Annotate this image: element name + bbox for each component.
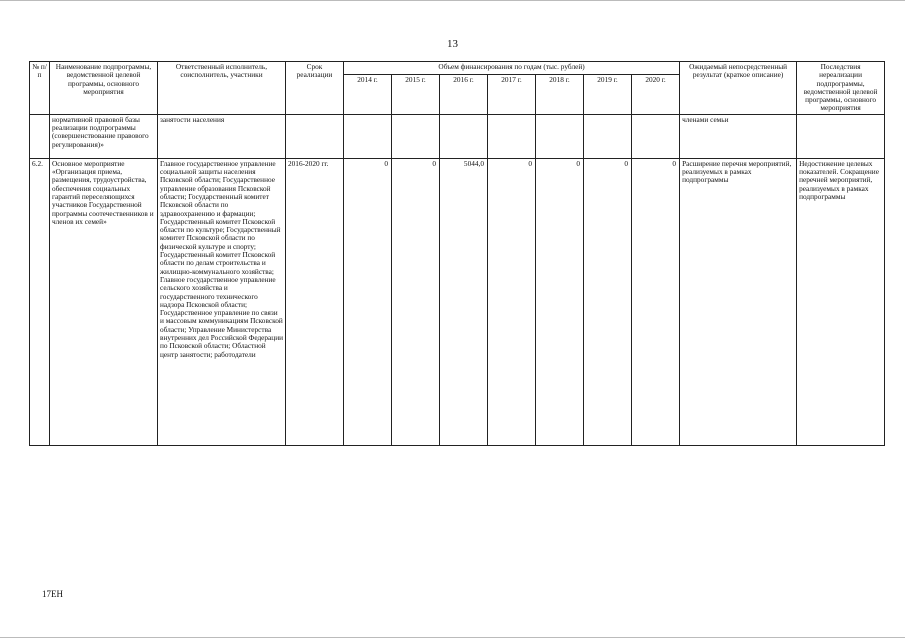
cell-value <box>488 114 536 158</box>
header-row <box>30 62 885 75</box>
cell-num: 6.2. <box>30 158 50 445</box>
cell-period: 2016-2020 гг. <box>286 158 344 445</box>
cell-consequences: Недостижение целевых показателей. Сокращение перечней мероприятий, реализуемых в рамках подпрограммы <box>797 158 885 445</box>
cell-value: 0 <box>344 158 392 445</box>
header-period: Срок реализации <box>286 62 344 115</box>
cell-value <box>536 114 584 158</box>
cell-value: 0 <box>536 158 584 445</box>
cell-value: 0 <box>632 158 680 445</box>
page-number: 13 <box>447 38 458 50</box>
cell-executor: занятости населения <box>158 114 286 158</box>
footer-code: 17EH <box>42 589 63 599</box>
cell-value: 0 <box>488 158 536 445</box>
cell-result: Расширение перечня мероприятий, реализуемых в рамках подпрограммы <box>680 158 797 445</box>
cell-period <box>286 114 344 158</box>
cell-value <box>632 114 680 158</box>
header-year: 2015 г. <box>392 74 440 114</box>
scan-edge-top <box>0 0 905 1</box>
cell-name: Основное мероприятие «Организация приема, размещения, трудоустройства, обеспечения социальных гарантий переселяющихся участников Государственной программы соотечественников и членов их семей» <box>50 158 158 445</box>
cell-value: 0 <box>584 158 632 445</box>
scan-edge-bottom <box>0 637 905 638</box>
header-year: 2019 г. <box>584 74 632 114</box>
cell-executor: Главное государственное управление социальной защиты населения Псковской области; Государственное управление образования Псковской области; Государственный комитет Псковской области по здравоохранению и фармации; Государственный комитет Псковской области по культуре; Государственный комитет Псковской области по физической культуре и спорту; Государственный комитет Псковской области по делам строительства и жилищно-коммунального хозяйства; Главное государственное управление сельского хозяйства и государственного технического надзора Псковской области; Государственное управление по связи и массовым коммуникациям Псковской области; Управление Министерства внутренних дел Российской Федерации по Псковской области; Областной центр занятости; работодатели <box>158 158 286 445</box>
cell-value <box>344 114 392 158</box>
table-row <box>30 158 885 445</box>
header-year: 2020 г. <box>632 74 680 114</box>
cell-result: членами семьи <box>680 114 797 158</box>
header-year: 2018 г. <box>536 74 584 114</box>
cell-consequences <box>797 114 885 158</box>
header-year: 2016 г. <box>440 74 488 114</box>
header-year: 2017 г. <box>488 74 536 114</box>
cell-value: 5044,0 <box>440 158 488 445</box>
header-result: Ожидаемый непосредственный результат (краткое описание) <box>680 62 797 115</box>
header-num: № п/п <box>30 62 50 115</box>
financing-table <box>29 61 885 446</box>
header-year: 2014 г. <box>344 74 392 114</box>
header-name: Наименование подпрограммы, ведомственной целевой программы, основного мероприятия <box>50 62 158 115</box>
cell-num <box>30 114 50 158</box>
cell-value: 0 <box>392 158 440 445</box>
header-executor: Ответственный исполнитель, соисполнитель, участники <box>158 62 286 115</box>
cell-name: нормативной правовой базы реализации подпрограммы (совершенствование правового регулирования)» <box>50 114 158 158</box>
header-consequences: Последствия нереализации подпрограммы, ведомственной целевой программы, основного мероприятия <box>797 62 885 115</box>
header-financing: Объем финансирования по годам (тыс. рублей) <box>344 62 680 75</box>
cell-value <box>440 114 488 158</box>
table-row <box>30 114 885 158</box>
cell-value <box>392 114 440 158</box>
cell-value <box>584 114 632 158</box>
